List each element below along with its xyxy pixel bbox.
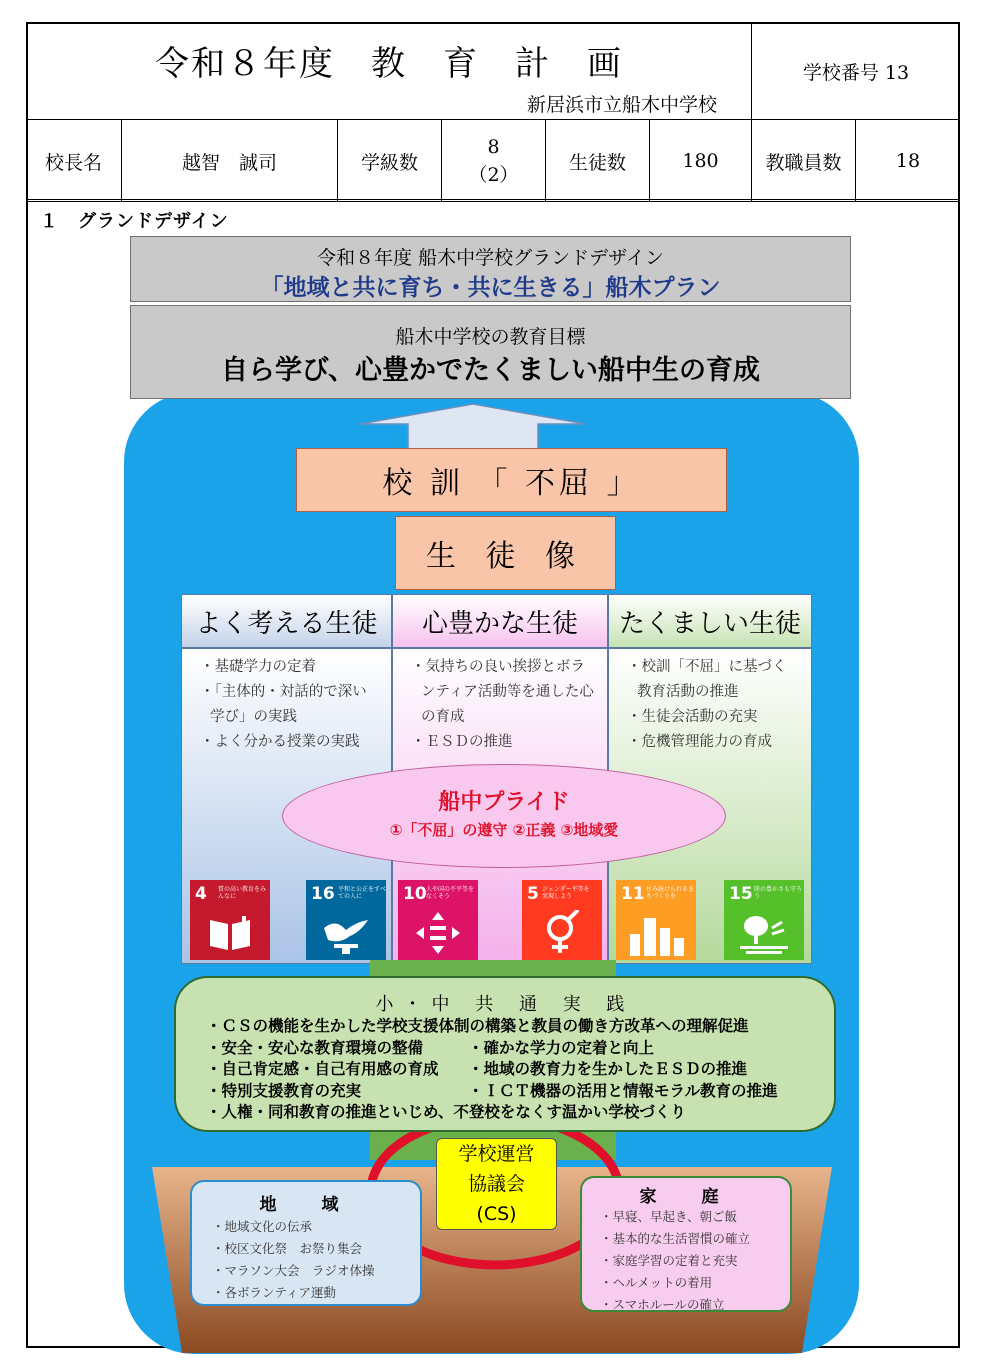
principal-label: 校長名 (26, 120, 122, 202)
common-practice-box (174, 976, 836, 1132)
sdg-tile-4 (190, 880, 270, 960)
practice-title: 小・中 共 通 実 践 (375, 994, 635, 1015)
students-label: 生徒数 (546, 120, 650, 202)
sdg-text: 平和と公正をすべての人に (338, 886, 386, 900)
city-icon (626, 912, 686, 956)
community-list (212, 1216, 375, 1304)
sdg-number: 4 (195, 884, 207, 904)
column-head-think: よく考える生徒 (181, 594, 392, 648)
pride-subtitle: ①「不屈」の遵守 ②正義 ③地域愛 (389, 821, 619, 839)
staff-value: 18 (895, 150, 921, 172)
list-item: ・基本的な生活習慣の確立 (600, 1231, 751, 1246)
sdg-number: 16 (311, 884, 335, 904)
grand-design-title: 「地域と共に育ち・共に生きる」船木プラン (260, 275, 721, 301)
sdg-number: 10 (403, 884, 427, 904)
practice-row (206, 1016, 778, 1038)
classes-value-line1: 8 (487, 136, 500, 158)
classes-label: 学級数 (338, 120, 442, 202)
header-title-cell (26, 22, 752, 120)
up-arrow-icon (360, 402, 586, 450)
list-item: ・各ボランティア運動 (212, 1285, 337, 1300)
school-motto: 校 訓 「 不屈 」 (296, 448, 727, 512)
info-row (26, 120, 960, 202)
school-name: 新居浜市立船木中学校 (526, 94, 717, 116)
sdg-number: 11 (621, 884, 645, 904)
classes-value-line2: （2） (468, 164, 519, 186)
practice-item: ・ＩＣＴ機器の活用と情報モラル教育の推進 (468, 1081, 778, 1100)
list-item: ・地域文化の伝承 (212, 1219, 313, 1234)
community-box (190, 1180, 422, 1306)
sdg-text: 質の高い教育をみんなに (218, 886, 267, 900)
grand-design-subtitle: 令和８年度 船木中学校グランドデザイン (317, 247, 664, 269)
list-item: ・よく分かる授業の実践 (200, 734, 360, 750)
family-list (600, 1206, 750, 1316)
list-item: ・スマホルールの確立 (600, 1297, 725, 1312)
list-item: ・基礎学力の定着 (200, 659, 316, 675)
practice-item: ・ＣＳの機能を生かした学校支援体制の構築と教員の働き方改革への理解促進 (206, 1017, 749, 1035)
sdg-text: 住み続けられるまちづくりを (646, 886, 695, 900)
gender-icon (542, 910, 582, 956)
list-item: ・「主体的・対話的で深い学び」の実践 (200, 684, 367, 725)
practice-list (206, 1016, 778, 1124)
cs-line1: 学校運営 (458, 1143, 535, 1165)
sdg-tile-16 (306, 880, 386, 960)
school-number: 学校番号 13 (802, 62, 910, 84)
practice-item: ・特別支援教育の充実 (206, 1081, 362, 1100)
list-item: ・生徒会活動の充実 (627, 709, 758, 725)
tree-icon (738, 912, 790, 954)
list-item: ・危機管理能力の育成 (627, 734, 772, 750)
list-item: ・早寝、早起き、朝ご飯 (600, 1209, 738, 1224)
students-value: 180 (650, 120, 752, 202)
pride-title: 船中プライド (438, 790, 570, 815)
practice-item: ・自己肯定感・自己有用感の育成 (206, 1060, 439, 1078)
list-item: ・家庭学習の定着と充実 (600, 1253, 738, 1268)
practice-item: ・地域の教育力を生かしたＥＳＤの推進 (468, 1060, 748, 1078)
education-goal-subtitle: 船木中学校の教育目標 (395, 326, 586, 348)
sdg-number: 15 (729, 884, 753, 904)
section-heading: １ グランドデザイン (40, 211, 229, 232)
practice-item: ・人権・同和教育の推進といじめ、不登校をなくす温かい学校づくり (206, 1103, 686, 1121)
sdg-text: 陸の豊かさも守ろう (754, 886, 803, 900)
family-box (580, 1176, 792, 1312)
sdg-tile-15 (724, 880, 804, 960)
principal-name: 越智 誠司 (122, 120, 338, 202)
column-list-strong (609, 649, 811, 755)
list-item: ・気持ちの良い挨拶とボランティア活動等を通した心の育成 (411, 659, 594, 725)
sdg-tile-11 (616, 880, 696, 960)
practice-row (206, 1081, 778, 1103)
sdg-number: 5 (527, 884, 539, 904)
practice-row (206, 1038, 778, 1060)
dove-icon (320, 914, 372, 954)
school-number-cell (752, 22, 960, 120)
book-icon (208, 914, 252, 952)
grand-design-box (130, 236, 851, 302)
column-list-heart (393, 649, 607, 755)
practice-item: ・安全・安心な教育環境の整備 (206, 1038, 424, 1057)
family-title: 家 庭 (639, 1187, 733, 1207)
page-title: 令和８年度 教 育 計 画 (155, 44, 623, 84)
sdg-text: 人や国の不平等をなくそう (426, 886, 475, 900)
student-image-heading: 生 徒 像 (395, 516, 616, 590)
sdg-text: ジェンダー平等を実現しよう (542, 886, 590, 900)
staff-label: 教職員数 (752, 120, 856, 202)
list-item: ・校訓「不屈」に基づく教育活動の推進 (627, 659, 787, 700)
list-item: ・ＥＳＤの推進 (411, 734, 513, 750)
list-item: ・校区文化祭 お祭り集会 (212, 1241, 363, 1256)
community-title: 地 域 (259, 1195, 353, 1215)
practice-row (206, 1059, 778, 1081)
column-head-strong: たくましい生徒 (608, 594, 812, 648)
sdg-tile-10 (398, 880, 478, 960)
cs-line3: (CS) (476, 1203, 517, 1225)
cs-council-box (436, 1138, 557, 1230)
classes-value (442, 120, 546, 202)
sdg-tile-5 (522, 880, 602, 960)
practice-row (206, 1102, 778, 1124)
cs-line2: 協議会 (467, 1173, 525, 1195)
list-item: ・マラソン大会 ラジオ体操 (212, 1263, 375, 1278)
column-head-heart: 心豊かな生徒 (392, 594, 608, 648)
column-list-think (182, 649, 391, 755)
education-goal-box (130, 305, 851, 399)
education-goal-title: 自ら学び、心豊かでたくましい船中生の育成 (221, 355, 760, 386)
practice-item: ・確かな学力の定着と向上 (468, 1038, 655, 1057)
list-item: ・ヘルメットの着用 (600, 1275, 713, 1290)
pride-ellipse (282, 764, 726, 868)
equality-arrows-icon (416, 912, 460, 954)
